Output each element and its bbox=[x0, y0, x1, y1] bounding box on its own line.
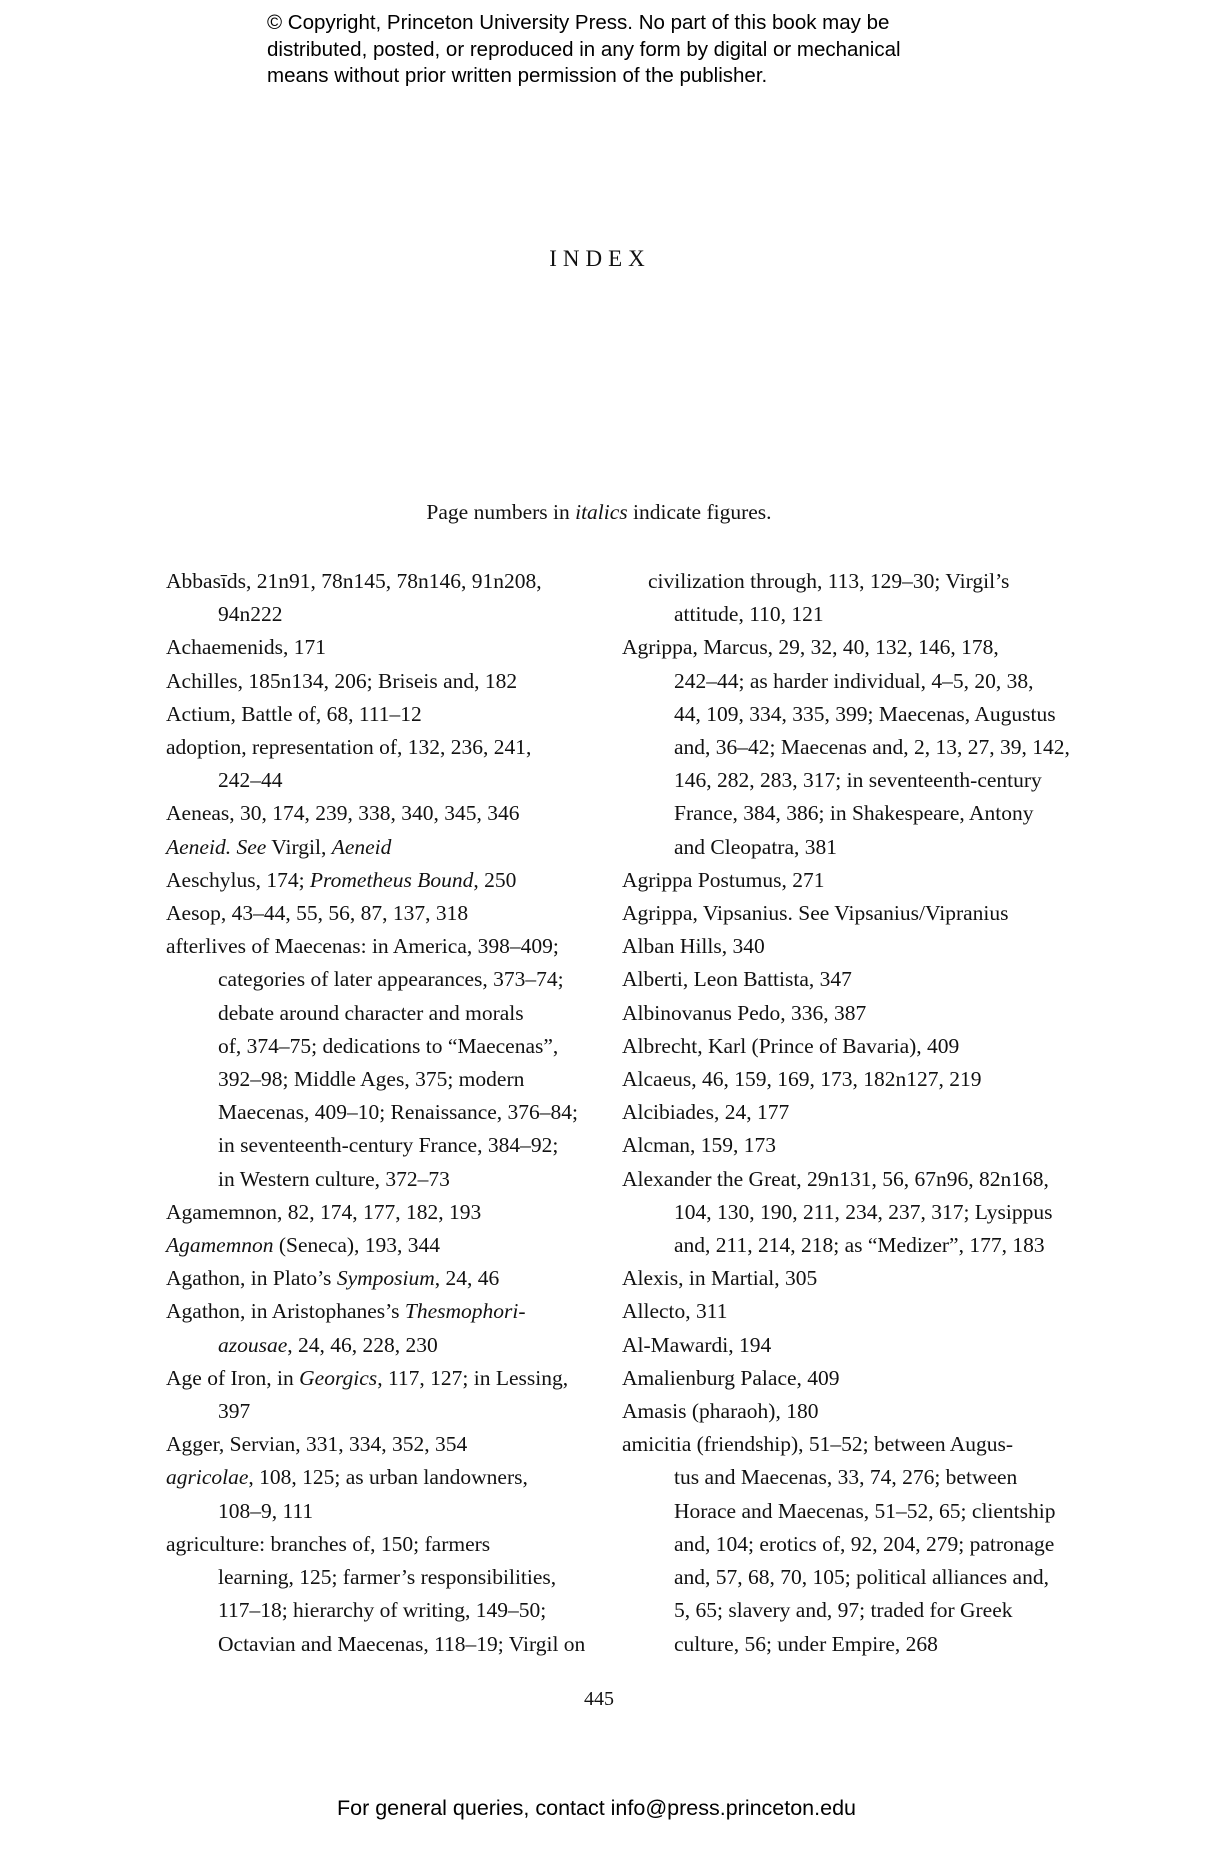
footer-contact: For general queries, contact info@press.princeton.edu bbox=[336, 1796, 856, 1820]
index-entry bbox=[622, 1096, 1042, 1129]
index-entry bbox=[622, 1428, 1056, 1660]
entry-line bbox=[166, 831, 596, 864]
entry-line: Maecenas, 409–10; Renaissance, 376–84; bbox=[218, 1100, 579, 1125]
entry-line: and Cleopatra, 381 bbox=[674, 834, 837, 859]
index-entry bbox=[166, 731, 596, 797]
index-entry bbox=[166, 1229, 596, 1262]
index-entry bbox=[622, 1329, 1042, 1362]
page-title: INDEX bbox=[549, 246, 651, 271]
index-entry bbox=[166, 930, 596, 1196]
entry-line: and, 104; erotics of, 92, 204, 279; patronage bbox=[674, 1531, 1055, 1556]
index-entry bbox=[166, 1196, 596, 1229]
entry-line: Actium, Battle of, 68, 111–12 bbox=[166, 701, 422, 726]
entry-line: 108–9, 111 bbox=[218, 1498, 314, 1523]
entry-italic: Prometheus Bound bbox=[309, 867, 474, 892]
entry-line: 117–18; hierarchy of writing, 149–50; bbox=[218, 1598, 547, 1623]
index-entry bbox=[166, 831, 596, 864]
page-number: 445 bbox=[584, 1688, 614, 1710]
entry-italic: azousae bbox=[218, 1332, 288, 1357]
index-entry bbox=[166, 897, 596, 930]
entry-text: Agathon, in Aristophanes’s bbox=[166, 1299, 405, 1324]
entry-line: Abbasīds, 21n91, 78n145, 78n146, 91n208, bbox=[166, 569, 542, 593]
entry-italic: Aeneid. See bbox=[166, 834, 267, 859]
entry-text: Age of Iron, in bbox=[166, 1365, 300, 1390]
entry-line: Aeneas, 30, 174, 239, 338, 340, 345, 346 bbox=[166, 801, 520, 826]
entry-text: Virgil, bbox=[266, 834, 332, 859]
entry-text: Agathon, in Plato’s bbox=[166, 1266, 337, 1291]
index-entry-continued bbox=[622, 565, 1042, 631]
entry-line: tus and Maecenas, 33, 74, 276; between bbox=[674, 1465, 1018, 1490]
index-column-right bbox=[622, 565, 1070, 1661]
index-entry bbox=[166, 565, 596, 631]
index-entry bbox=[622, 864, 1042, 897]
entry-line: debate around character and morals bbox=[218, 1000, 524, 1025]
entry-line: 397 bbox=[218, 1399, 251, 1424]
entry-line: adoption, representation of, 132, 236, 241, bbox=[166, 735, 532, 760]
index-entry bbox=[166, 1362, 596, 1428]
note-text: indicate figures. bbox=[627, 500, 772, 524]
copyright-notice bbox=[267, 10, 1027, 90]
entry-line: Amalienburg Palace, 409 bbox=[622, 1365, 840, 1390]
entry-line: attitude, 110, 121 bbox=[674, 602, 824, 627]
entry-line: France, 384, 386; in Shakespeare, Antony bbox=[674, 801, 1034, 826]
entry-line bbox=[166, 864, 596, 897]
entry-line bbox=[166, 1262, 596, 1295]
entry-line: Alcibiades, 24, 177 bbox=[622, 1100, 790, 1125]
copyright-line: means without prior written permission of the publisher. bbox=[267, 64, 768, 87]
entry-line bbox=[166, 1229, 596, 1262]
entry-line: in seventeenth-century France, 384–92; bbox=[218, 1133, 559, 1158]
index-entry bbox=[622, 1063, 1042, 1096]
entry-italic: agricolae bbox=[166, 1465, 249, 1490]
entry-line: 94n222 bbox=[218, 602, 283, 627]
entry-text: , 24, 46 bbox=[434, 1266, 500, 1291]
entry-line: culture, 56; under Empire, 268 bbox=[674, 1631, 938, 1656]
entry-line: Amasis (pharaoh), 180 bbox=[622, 1399, 819, 1424]
entry-text: , 108, 125; as urban landowners, bbox=[248, 1465, 528, 1490]
entry-line: Achilles, 185n134, 206; Briseis and, 182 bbox=[166, 668, 518, 693]
entry-line: and, 57, 68, 70, 105; political alliances and, bbox=[674, 1565, 1049, 1590]
index-entry bbox=[622, 1395, 1042, 1428]
index-entry bbox=[166, 1428, 596, 1461]
index-entry bbox=[166, 631, 596, 664]
note-text: Page numbers in bbox=[426, 500, 576, 524]
entry-line: Horace and Maecenas, 51–52, 65; clientship bbox=[674, 1498, 1056, 1523]
entry-italic: Symposium bbox=[336, 1266, 435, 1291]
index-entry bbox=[622, 1030, 1042, 1063]
entry-line: Agrippa Postumus, 271 bbox=[622, 867, 825, 892]
index-entry bbox=[622, 1262, 1042, 1295]
entry-italic: Thesmophori- bbox=[404, 1299, 526, 1324]
index-entry bbox=[622, 1362, 1042, 1395]
entry-line: and, 36–42; Maecenas and, 2, 13, 27, 39, 142, bbox=[674, 735, 1070, 760]
entry-line bbox=[166, 1362, 596, 1395]
entry-line: Agger, Servian, 331, 334, 352, 354 bbox=[166, 1432, 468, 1457]
index-entry bbox=[166, 698, 596, 731]
entry-line: afterlives of Maecenas: in America, 398–409; bbox=[166, 934, 559, 959]
index-entry bbox=[166, 665, 596, 698]
entry-line: 392–98; Middle Ages, 375; modern bbox=[218, 1067, 525, 1092]
entry-line: Alberti, Leon Battista, 347 bbox=[622, 967, 852, 992]
entry-line: 104, 130, 190, 211, 234, 237, 317; Lysippus bbox=[674, 1199, 1053, 1224]
entry-line bbox=[166, 1461, 596, 1494]
entry-line: Alexander the Great, 29n131, 56, 67n96, 82n168, bbox=[622, 1166, 1049, 1191]
entry-line: agriculture: branches of, 150; farmers bbox=[166, 1531, 491, 1556]
entry-text: , 250 bbox=[473, 867, 517, 892]
entry-line: Albrecht, Karl (Prince of Bavaria), 409 bbox=[622, 1033, 960, 1058]
entry-line: Achaemenids, 171 bbox=[166, 635, 327, 660]
entry-italic: Georgics bbox=[299, 1365, 378, 1390]
index-entry bbox=[622, 1295, 1042, 1328]
entry-line: Alcaeus, 46, 159, 169, 173, 182n127, 219 bbox=[622, 1067, 982, 1092]
entry-text: , 24, 46, 228, 230 bbox=[287, 1332, 438, 1357]
index-entry bbox=[622, 963, 1042, 996]
entry-line: 242–44; as harder individual, 4–5, 20, 38, bbox=[674, 668, 1034, 693]
index-entry bbox=[622, 930, 1042, 963]
index-entry bbox=[622, 997, 1042, 1030]
entry-line: Agrippa, Vipsanius. See Vipsanius/Vipranius bbox=[622, 901, 1009, 926]
entry-line: 5, 65; slavery and, 97; traded for Greek bbox=[674, 1598, 1013, 1623]
index-note bbox=[0, 500, 1198, 525]
index-entry bbox=[166, 864, 596, 897]
entry-line: of, 374–75; dedications to “Maecenas”, bbox=[218, 1033, 559, 1058]
entry-line: 146, 282, 283, 317; in seventeenth-century bbox=[674, 768, 1042, 793]
index-entry bbox=[166, 1461, 596, 1527]
entry-line: amicitia (friendship), 51–52; between Augus- bbox=[622, 1432, 1014, 1457]
index-entry bbox=[166, 1262, 596, 1295]
entry-line: Alban Hills, 340 bbox=[622, 934, 765, 959]
index-entry bbox=[166, 797, 596, 830]
entry-line: Allecto, 311 bbox=[622, 1299, 728, 1324]
copyright-line: distributed, posted, or reproduced in any form by digital or mechanical bbox=[267, 37, 901, 61]
entry-text: , 117, 127; in Lessing, bbox=[377, 1365, 569, 1390]
entry-line: Aesop, 43–44, 55, 56, 87, 137, 318 bbox=[166, 901, 469, 926]
entry-line bbox=[192, 1329, 596, 1362]
entry-italic: Agamemnon bbox=[166, 1233, 274, 1258]
entry-text: (Seneca), 193, 344 bbox=[273, 1233, 441, 1258]
index-column-left bbox=[166, 565, 596, 1661]
entry-italic: Aeneid bbox=[331, 834, 392, 859]
entry-line: Alcman, 159, 173 bbox=[622, 1133, 777, 1158]
entry-line: Octavian and Maecenas, 118–19; Virgil on bbox=[218, 1631, 586, 1656]
entry-line: Al-Mawardi, 194 bbox=[622, 1332, 772, 1357]
entry-line: 242–44 bbox=[218, 768, 283, 793]
note-italic-text: italics bbox=[575, 500, 628, 524]
entry-line: civilization through, 113, 129–30; Virgil’s bbox=[648, 569, 1010, 593]
index-entry bbox=[622, 897, 1042, 930]
entry-line: learning, 125; farmer’s responsibilities, bbox=[218, 1565, 557, 1590]
index-entry bbox=[166, 1528, 596, 1661]
entry-line: Agrippa, Marcus, 29, 32, 40, 132, 146, 178, bbox=[622, 635, 999, 660]
entry-line bbox=[166, 1295, 596, 1328]
entry-line: Agamemnon, 82, 174, 177, 182, 193 bbox=[166, 1199, 482, 1224]
entry-line: 44, 109, 334, 335, 399; Maecenas, Augustus bbox=[674, 701, 1056, 726]
entry-line: Albinovanus Pedo, 336, 387 bbox=[622, 1000, 867, 1025]
entry-line: categories of later appearances, 373–74; bbox=[218, 967, 564, 992]
entry-line: and, 211, 214, 218; as “Medizer”, 177, 183 bbox=[674, 1233, 1045, 1258]
copyright-line: © Copyright, Princeton University Press. No part of this book may be bbox=[267, 11, 890, 34]
index-entry bbox=[166, 1295, 596, 1361]
entry-line: in Western culture, 372–73 bbox=[218, 1166, 450, 1191]
index-entry bbox=[622, 1163, 1053, 1263]
entry-line: Alexis, in Martial, 305 bbox=[622, 1266, 818, 1291]
index-entry bbox=[622, 1129, 1042, 1162]
index-entry bbox=[622, 631, 1070, 863]
entry-text: Aeschylus, 174; bbox=[166, 867, 310, 892]
